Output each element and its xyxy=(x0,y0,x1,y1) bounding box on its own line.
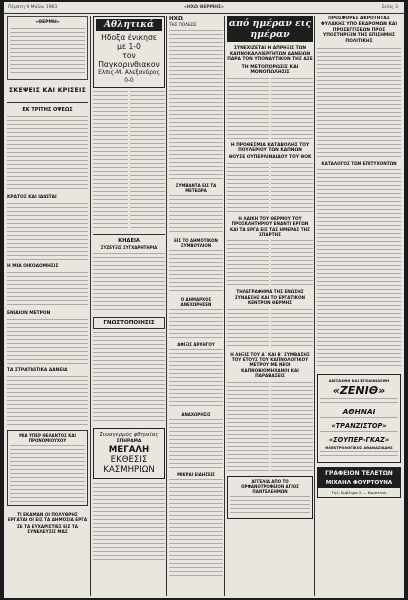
col3-item-5: ΑΝΑΧΩΡΗΣΙΣ xyxy=(181,412,211,417)
newspaper-page xyxy=(4,2,404,598)
masthead-date: Πέμπτη 9 Μαΐου 1963 xyxy=(8,5,58,10)
col1-heading-5: ΤΑ ΣΤΡΑΤΙΩΤΙΚΑ ΔΑΝΕΙΑ xyxy=(7,368,68,373)
col2-headline-1: Ηδοξα ένικησε με 1-0 xyxy=(101,33,157,51)
masthead-page-number: Σελίς 3 xyxy=(381,5,398,10)
notice-heading: ΓΝΩΣΤΟΠΟΙΗΣΙΣ xyxy=(93,317,165,329)
col3-item-6: ΜΙΚΡΑΙ ΕΙΔΗΣΕΙΣ xyxy=(177,472,215,477)
col4-headline-4: ΘΟΥΣΕ ΟΥΠΕΡΛΙΝΑΙΔΟΥ ΤΟΥ ΘΟΚ xyxy=(228,154,312,160)
col3-subheader: ΤΗΣ ΠΟΛΕΩΣ xyxy=(169,22,197,27)
ad-line-4: ΕΚΘΕΣΙΣ xyxy=(110,455,148,465)
ad-line-5: ΚΑΣΜΗΡΙΩΝ xyxy=(103,465,155,475)
sports-logo: Αθλητικά xyxy=(96,19,162,31)
col4-headline-3: Η ΠΡΟΘΕΣΜΙΑ ΚΑΤΑΒΟΛΗΣ ΤΟΥ ΠΟΥΛΕΡΙΟΥ ΤΩΝ ΚΑΠΝΩΝ xyxy=(230,142,310,153)
col2-headline-3: Ελπις-Μ. Αλεξανδρος 0-0 xyxy=(98,70,160,84)
ad-line-3: ΜΕΓΑΛΗ xyxy=(108,445,150,455)
col1-footer-line-2: ΣΕ ΤΑ ΕΥΧΑΡΙΣΤΙΕΣ ΕΙΣ ΤΑ ΣΥΝΕΛΕΥΣΙΣ ΜΑΣ xyxy=(16,524,78,534)
column-3 xyxy=(169,16,223,594)
ad-place-athinai: ΑΘΗΝΑΙ xyxy=(342,406,376,416)
funeral-office-title: ΓΡΑΦΕΙΟΝ ΤΕΛΕΤΩΝ xyxy=(318,468,400,479)
col4-headline-5: Η ΛΑΙΚΗ ΤΟΥ ΘΕΡΜΟΥ ΤΟΥ ΠΡΟΣΚΛΗΤΗΡΙΟΥ ΕΝΑΝΤΙ ΕΡΓΩΝ ΚΑΙ ΤΑ ΕΡΓΑ ΕΙΣ ΤΑΣ ΗΜΕΡΑΣ ΤΗΣ ΣΠΑΡΤΗΣ xyxy=(230,215,310,237)
col3-item-2: ΕΙΣ ΤΟ ΔΗΜΟΤΙΚΟΝ ΣΥΜΒΟΥΛΙΟΝ xyxy=(174,238,218,248)
col4-box-line: ΑΓΓΕΛΙΑ ΑΠΟ ΤΟ ΟΡΦΑΝΟΤΡΟΦΕΙΟΝ ΑΓΙΟΣ ΠΑΝΤΕΛΕΗΜΩΝ xyxy=(241,478,299,494)
col1-kicker: «ΘΕΡΜΗ» xyxy=(35,20,60,25)
col1-heading-4: ΕΝΙΑΙΟΝ ΜΕΤΡΟΝ xyxy=(7,311,51,316)
col3-header: ΗΧΩ xyxy=(169,16,183,22)
col4-header: από ημέραν εις ημέραν xyxy=(228,18,312,40)
col4-headline-7: Η ΛΗΞΙΣ ΤΟΥ Α΄ ΚΑΙ Β΄ ΣΥΜΒΑΣΗΣ ΤΟΥ ΕΤΟΥΣ ΤΟΥ ΚΑΠΝΟΛΟΓΙΚΟΥ ΜΕΤΡΟΥ ΜΕ ΝΕΟΙ ΚΑΠΝΟΒΙΟΜΗΧΑΝΟΙ ΚΑΙ ΠΑΡΑΒΑΣΕΙΣ xyxy=(230,351,310,379)
ad-brand-transistor: «ΤΡΑΝΖΙΣΤΟΡ» xyxy=(331,421,387,430)
ad-line-2: ΣΠΗΡΑΜΑ xyxy=(116,439,142,444)
ad-brand-zenith: «ΖΕΝΙΘ» xyxy=(332,383,386,397)
col3-item-1: ΣΥΜΒΑΝΤΑ ΕΙΣ ΤΑ ΜΕΤΕΩΡΑ xyxy=(175,183,217,193)
funeral-office-name: ΜΙΧΑΗΛ ΦΟΥΡΤΟΥΝΑ xyxy=(318,479,400,488)
col4-headline-6: ΤΗΛΕΓΡΑΦΗΜΑ ΤΗΣ ΕΝΩΣΗΣ ΣΥΝΔΕΣΗΣ ΚΑΙ ΤΟ ΕΡΓΑΤΙΚΟΝ ΚΕΝΤΡΟΝ ΘΕΡΜΗΣ xyxy=(234,289,306,306)
col4-headline-1: ΣΥΝΕΧΙΖΕΤΑΙ Η ΑΠΡΗΞΙΣ ΤΩΝ ΚΑΠΝΟΚΑΛΛΙΕΡΓΗΤΩΝ ΔΑΝΕΙΩΝ ΠΑΡΑ ΤΟΝ ΥΠΟΝΑΥΤΙΚΟΝ ΤΗΣ ΑΣΕ xyxy=(227,46,313,63)
funeral-office-address: Τηλ. Εμβλημα 5 — Κομοτηνή xyxy=(331,489,387,495)
ad-intro: ΔΙΕΞΑΧΘΗ ΚΑΙ ΕΓΚΑΙΝΙΑΣΘΗ xyxy=(328,377,390,383)
col1-heading-1: ΕΚ ΤΡΙΤΗΣ ΟΨΕΩΣ xyxy=(22,107,73,113)
col2-headline-2: τον Παγκορινθιακον xyxy=(98,51,160,69)
column-4 xyxy=(227,16,313,594)
funeral-heading: ΚΗΔΕΙΑ xyxy=(118,238,140,244)
ad-brand-super-gaz: «ΣΟΥΠΕΡ-ΓΚΑΖ» xyxy=(328,435,390,444)
masthead-paper-name: «ΗΧΩ ΘΕΡΜΗΣ» xyxy=(184,5,224,10)
col5-sub-heading: ΚΑΤΑΛΟΓΟΣ ΤΩΝ ΕΠΙΤΥΧΟΝΤΩΝ xyxy=(321,160,397,166)
col3-item-3: Ο ΔΗΜΑΡΧΟΣ ΑΝΕΧΩΡΗΣΕΝ xyxy=(180,297,212,307)
col1-heading-2: ΚΡΑΤΟΣ ΚΑΙ ΙΔΙΩΤΑΙ xyxy=(7,195,57,200)
col1-heading-3: Η ΜΙΑ ΟΙΚΟΔΟΜΗΣΙΣ xyxy=(7,264,59,269)
col3-item-4: ΑΦΙΞΙΣ ΑΡΧΗΓΟΥ xyxy=(177,342,215,347)
column-2 xyxy=(93,16,165,594)
funeral-sub: ΣΥΖΕΥΞΙΣ ΣΥΓΧΑΡΗΤΗΡΙΑ xyxy=(100,245,158,250)
col5-headline: ΠΡΟΣΦΟΡΕΣ ΑΚΡΟΤΗΤΑΣ ΦΥΛΑΚΗΣ ΥΠΟ ΕΚΔΡΟΜΩΝ ΚΑΙ ΠΡΟΣΕΓΓΙΣΕΩΝ ΠΡΟΣ ΥΠΟΣΤΗΡΙΞΙΝ ΤΗΣ ΕΠΙΣΗΜΗΣ ΠΟΛΙΤΙΚΗΣ xyxy=(321,16,397,45)
column-5 xyxy=(317,16,401,594)
ad-footer: ΗΛΕΚΤΡΟΛΟΓΙΚΟΣ ΑΘΑΝΑΣΙΑΔΗΣ xyxy=(325,445,393,450)
col4-headline-2: ΤΗ ΜΕΤΟΠΟΡΩΣΙΣ ΚΑΙ ΜΟΝΟΠΩΛΗΣΙΣ xyxy=(241,64,299,75)
col1-section-title: ΣΚΕΨΕΙΣ ΚΑΙ ΚΡΙΣΕΙΣ xyxy=(8,87,87,94)
ad-line-1: Συναγερμός φθηνείας xyxy=(99,432,159,438)
col1-box-title: ΜΙΑ ΥΠΕΡ ΘΕΛΑΝΤΟΣ ΚΑΙ ΠΡΟΝΟΜΙΟΥΧΟΥ xyxy=(19,433,76,443)
column-1 xyxy=(7,16,88,594)
col1-footer-line-1: ΤΙ ΕΚΑΜΑΝ ΟΙ ΠΟΛΥΘΡΗΣ ΕΡΓΑΤΑΙ ΟΙ ΕΙΣ ΤΑ ΔΗΜΟΣΙΑ ΕΡΓΑ xyxy=(7,512,88,522)
